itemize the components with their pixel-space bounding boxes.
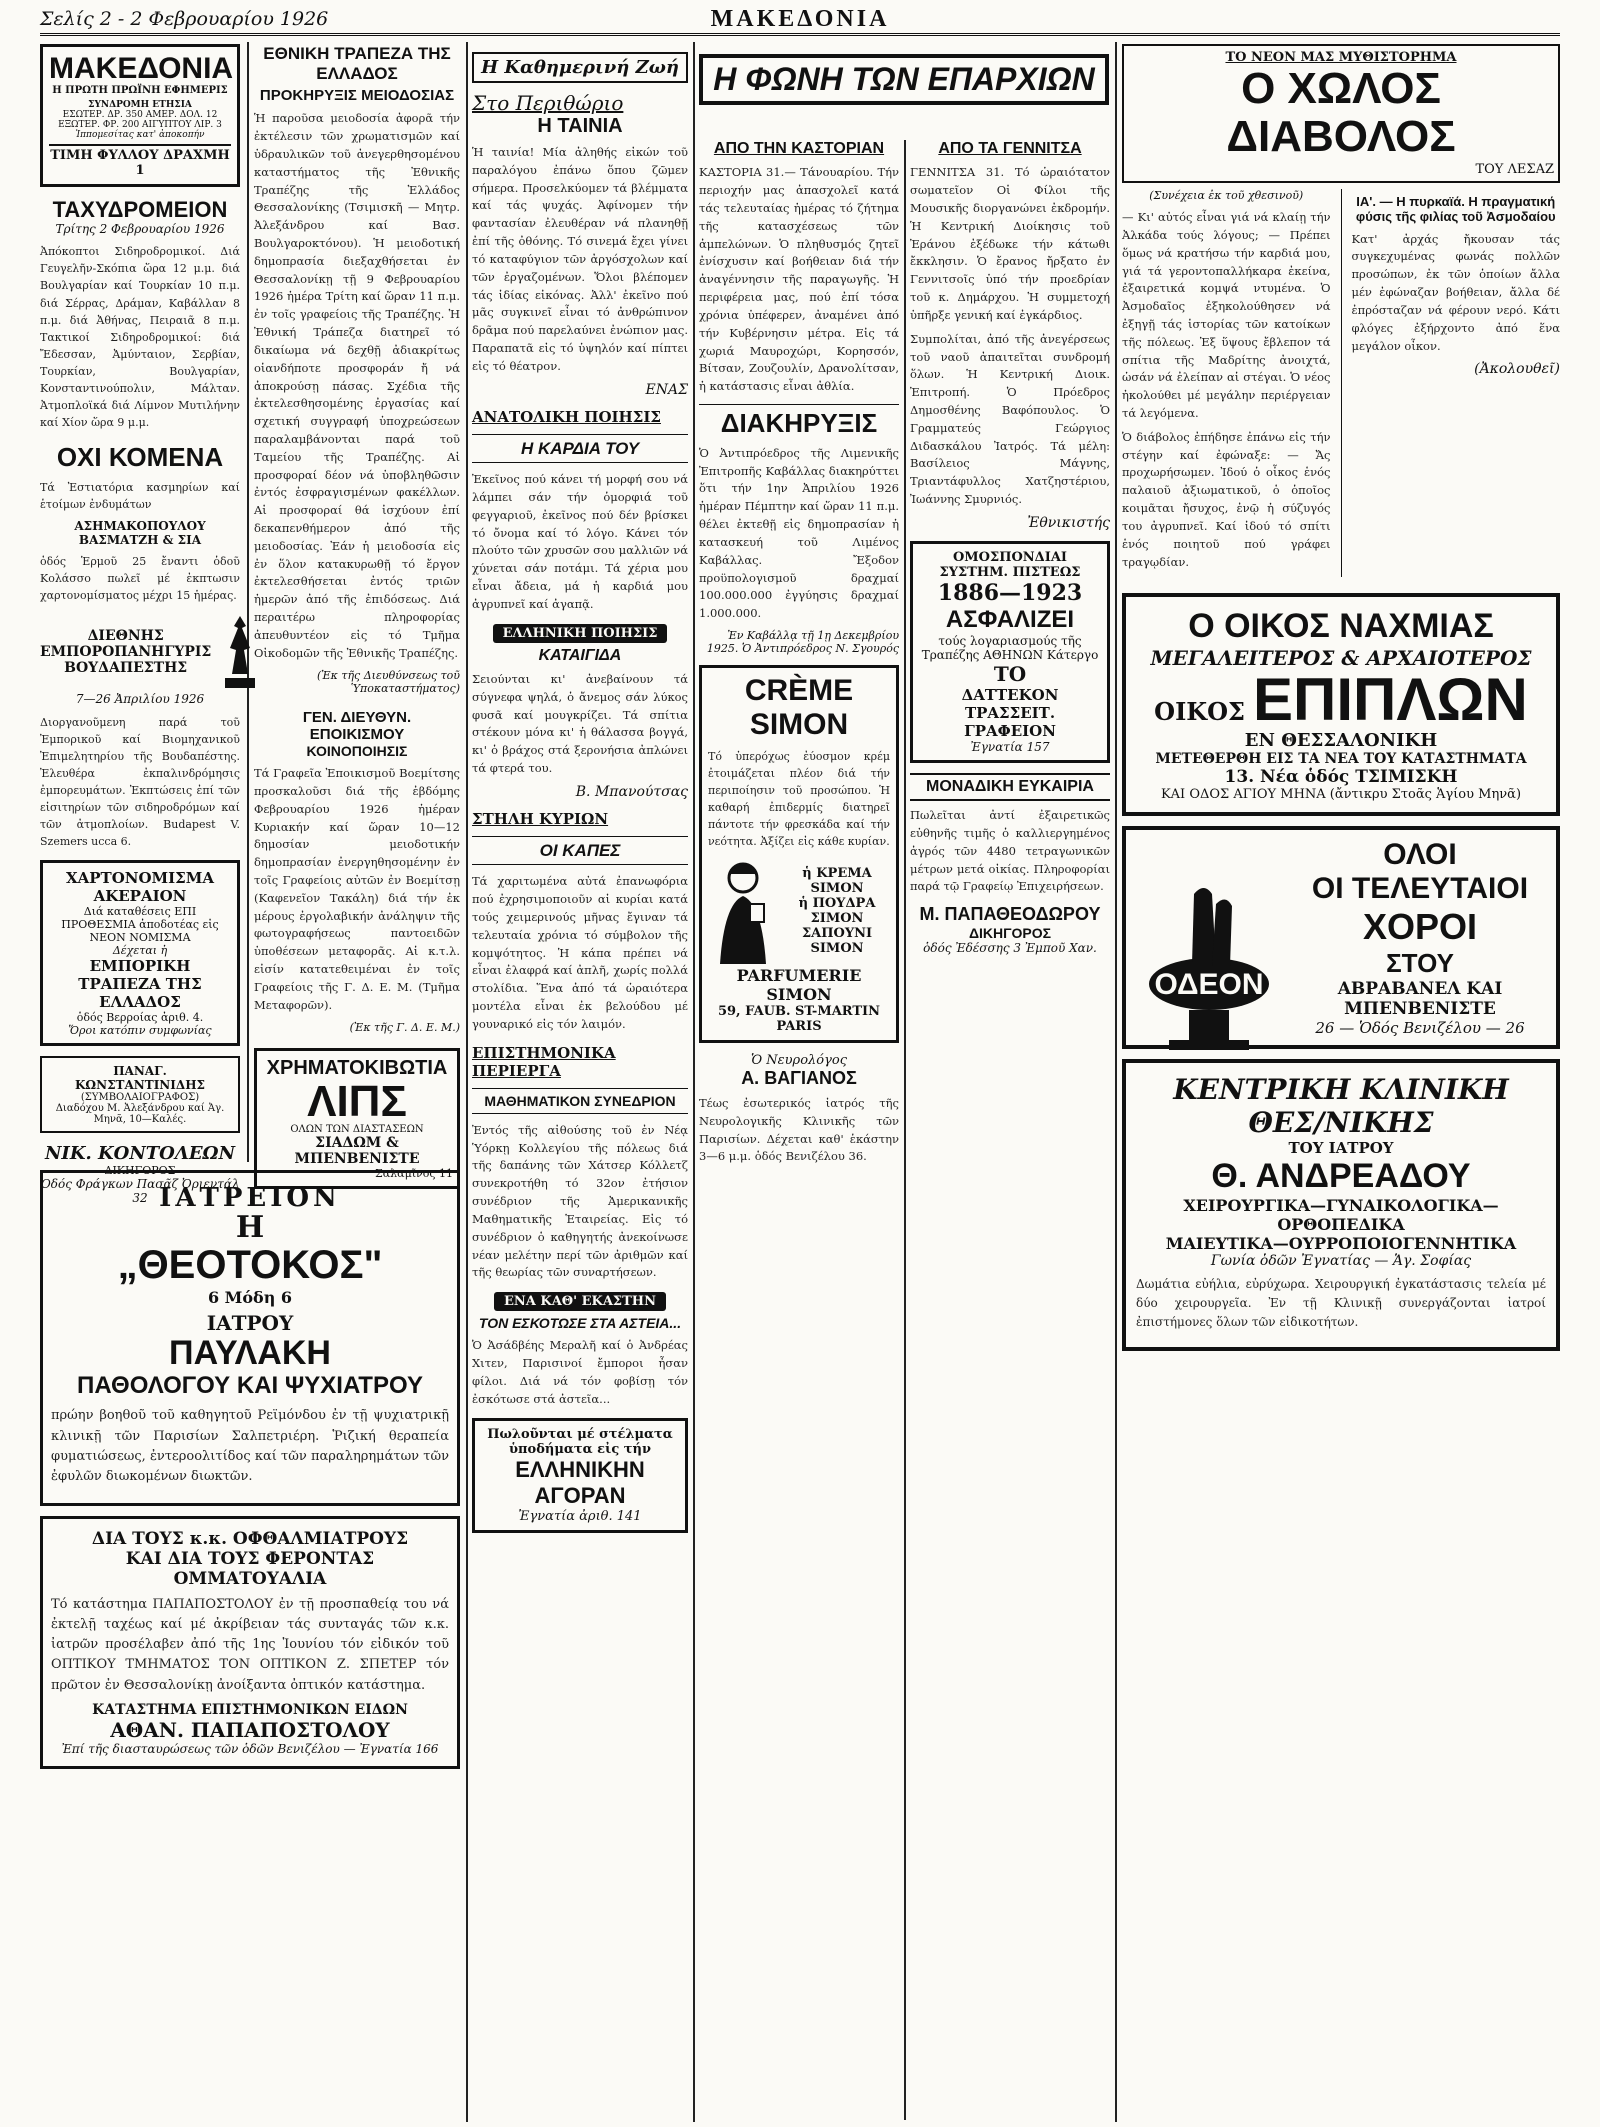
column-rule	[466, 42, 468, 2122]
omosp-years: 1886—1923	[937, 579, 1083, 606]
post-title: ΤΑΧΥΔΡΟΜΕΙΟΝ	[52, 196, 228, 222]
optics-subtitle: ΚΑΙ ΔΙΑ ΤΟΥΣ ΦΕΡΟΝΤΑΣ ΟΜΜΑΤΟΥΑΛΙΑ	[125, 1548, 375, 1589]
paper-money-box	[40, 860, 240, 1046]
post-text: Ἀπόκοπτοι Σιδηροδρομικοί. Διά Γευγελῆν-Σκόπια ὥρα 12 μ.μ. διά Βουλγαρίαν καί Τουρκίαν 10 π.μ. διά Σέρρας, Δράμαν, Καβάλλαν 8 π.μ. διά Ἀθήνας, Πειραιᾶ 8 π.μ. Τακτικοί Σιδηροδρομικοί: διά Ἔδεσσαν, Ἀμύνταιον, Σερβίαν, Τουρκίαν, Βουλγαρίαν, Κονσταντινούπολιν, Μάλταν. Ἀτμοπλοϊκά διά Λίμνον Μυτιλήνην καί Χίον ὥρα 9 μ.μ.	[40, 245, 240, 429]
optics-title: ΔΙΑ ΤΟΥΣ κ.κ. ΟΦΘΑΛΜΙΑΤΡΟΥΣ	[91, 1528, 409, 1549]
page-date: Σελίς 2 - 2 Φεβρουαρίου 1926	[40, 8, 329, 30]
omosp-address: Ἐγνατία 157	[970, 739, 1050, 754]
lady-illustration-icon	[708, 856, 778, 966]
column-4	[699, 140, 899, 2120]
ladies-column-label: ΣΤΗΛΗ ΚΥΡΙΩΝ	[472, 809, 609, 828]
gennitsa-text: ΓΕΝΝΙΤΣΑ 31. Τό ὡραιότατον σωματεῖον Οἱ Φίλοι τῆς Μουσικῆς διοργανώνει ἐκδρομήν. Ἡ Κεντρική Διοίκησις τοῦ Ἐράνου ἐξέδωκε τήν κάτωθι ἔκκλησιν. Ὁ ἔρανος ἤρξατο ἐν Γεννιτσοῖς ὑπό τήν προεδρίαν τοῦ κ. Δημάρχου. Ἡ συμμετοχή ὑπῆρξε γενική καί ἐγκάρδιος.	[910, 165, 1110, 322]
naxmias-oikos: ΟΙΚΟΣ	[1154, 697, 1246, 727]
odeon-graphic	[1134, 874, 1284, 1002]
novel-chapter: ΙΑ'. — Η πυρκαϊά. Η πραγματική φύσις τῆς φιλίας τοῦ Ἀσμοδαίου	[1355, 193, 1556, 224]
omosp-text: τούς λογαριασμούς τῆς Τραπέζης ΑΘΗΝΩΝ Κάτεργο	[921, 633, 1099, 662]
creme-text: Τό ὑπερόχως ἐύοσμον κρέμ ἐτοιμάζεται πλέον διά τήν περιποίησιν τοῦ προσώπου. Ἡ καθαρή ἐπιδερμίς διατηρεῖ πάντοτε τήν φρεσκάδα καί τήν νεότητα. Ἀξίζει εἰς κάθε κυρίαν.	[708, 749, 890, 849]
kataigida-signature: Β. Μπανούτσας	[575, 783, 688, 800]
omospondiai-ad	[910, 541, 1110, 763]
iatreio-label: ΙΑΤΡΕΙΟΝ	[159, 1183, 341, 1213]
tainia-signature: ΕΝΑΣ	[645, 381, 688, 398]
clinic-spec-2: ΜΑΙΕΥΤΙΚΑ—ΟΥΡΡΟΠΟΙΟΓΕΝΝΗΤΙΚΑ	[1165, 1234, 1517, 1254]
agora-ad	[472, 1418, 688, 1533]
odeon-ad	[1122, 826, 1560, 1049]
creme-simon-ad	[699, 665, 899, 1043]
theotokos-title: „ΘΕΟΤΟΚΟΣ"	[117, 1243, 383, 1287]
theotokos-ad	[40, 1170, 460, 1506]
column-2	[254, 44, 460, 1180]
novel-col-right	[1352, 189, 1561, 578]
optics-ad	[40, 1516, 460, 1769]
bank-title: ΕΘΝΙΚΗ ΤΡΑΠΕΖΑ ΤΗΣ ΕΛΛΑΔΟΣ	[263, 44, 451, 83]
naxmias-address-2: ΚΑΙ ΟΔΟΣ ΑΓΙΟΥ ΜΗΝΑ (ἄντικρυ Στοᾶς Ἁγίου Μηνᾶ)	[1160, 787, 1522, 803]
column-rule	[904, 140, 906, 2120]
safes-seller: ΣΙΑΔΩΜ & ΜΠΕΝΒΕΝΙΣΤΕ	[294, 1134, 420, 1167]
safes-subtitle: ΟΛΩΝ ΤΩΝ ΔΙΑΣΤΑΣΕΩΝ	[290, 1123, 424, 1135]
clinic-doctor: Θ. ΑΝΔΡΕΑΔΟΥ	[1211, 1157, 1471, 1196]
lawyer-role: ΔΙΚΗΓΟΡΟΣ	[104, 1164, 176, 1177]
kataigida-text: Σειούνται κι' ἀνεβαίνουν τά σύγνεφα ψηλά, ὁ ἄνεμος σάν λύκος φυσᾶ καί μουγκρίζει. Τά σπίτια στέκουν μόνα κι' ἡ θάλασσα βογγά, κι' ὁ βράχος στά ξερονήσια ἀπλώνει τά φτερά του.	[472, 672, 688, 776]
safes-title: ΧΡΗΜΑΤΟΚΙΒΩΤΙΑ	[266, 1056, 448, 1079]
kardia-title: Η ΚΑΡΔΙΑ ΤΟΥ	[472, 434, 688, 464]
bank-subtitle: ΠΡΟΚΗΡΥΞΙΣ ΜΕΙΟΔΟΣΙΑΣ	[259, 87, 455, 105]
odeon-last: ΟΙ ΤΕΛΕΥΤΑΙΟΙ	[1311, 872, 1529, 906]
bank-text: Ἡ παροῦσα μειοδοσία ἀφορᾶ τήν ἐκτέλεσιν τῶν χρωματισμῶν καί ὑδραυλικῶν τοῦ ἀνεγερθησομένου καταστήματος τῆς Ἐθνικῆς Τραπέζης τῆς Ἑλλάδος Θεσσαλονίκης (Τσιμισκῆ — Μητρ. Ἀλεξάνδρου καί Βασ. Βουλγαροκτόνου). Ἡ μειοδοτική δημοπρασία διεξαχθήσεται ἐν Θεσσαλονίκῃ τῇ 9 Φεβρουαρίου 1926 ἡμέρα Τρίτη καί ὥραν 11 π.μ. ἐν τοῖς γραφείοις τῆς Τραπέζης. Ἡ Ἐθνική Τράπεζα διατηρεῖ τό δικαίωμα νά δεχθῇ ἀδιακρίτως οἱανδήποτε προσφοράν ἤ νά ἀποκρούσῃ πάσας. Σχέδια τῆς ἐκτελεσθησομένης ἐργασίας καί σχετική συγγραφή ὑποχρεώσεων παραλαμβάνονται παρά τοῦ Ταμείου τῆς Τραπέζης. Αἱ προσφοραί δέον νά ὑποβληθῶσιν ἐντός ἐσφραγισμένων φακέλλων. Αἱ προσφοραί θά ἰσχύουν ἐπί δεκαπενθήμερον ἀπό τῆς μειοδοσίας. Ἐάν ἡ μειοδοσία εἰς ἐν ὅλον κατακυρωθῇ τό ἔργον ἐκτελεσθήσεται ἐντός τριῶν ἡμερῶν ἀπό τῆς ἐπιδόσεως. Διά περαιτέρω πληροφορίας ἀπευθυντέον εἰς τό Τμῆμα Οἰκοδομῶν τῆς Ἐθνικῆς Τραπέζης.	[254, 111, 460, 660]
novel-title: Ο ΧΩΛΟΣ ΔΙΑΒΟΛΟΣ	[1226, 64, 1456, 162]
column-rule	[1115, 42, 1117, 2122]
optics-store: ΚΑΤΑΣΤΗΜΑ ΕΠΙΣΤΗΜΟΝΙΚΩΝ ΕΙΔΩΝ	[92, 1701, 408, 1718]
makedonia-box	[40, 44, 240, 187]
post-subtitle: Τρίτης 2 Φεβρουαρίου 1926	[55, 221, 225, 236]
provinces-banner	[699, 48, 1109, 136]
parfumerie-address: 59, FAUB. ST-MARTIN PARIS	[717, 1004, 881, 1035]
naxmias-ad	[1122, 593, 1560, 816]
doctor-text: πρώην βοηθοῦ τοῦ καθηγητοῦ Ρεϊμόνδου ἐν τῇ ψυχιατρικῇ κλινικῇ τῶν Παρισίων Σαλπετριέρη. Ῥιζική θεραπεία φυματιώσεως, ἐντεροολιτίδος καί τῶν παραληρημάτων τῶν ἐφυλῶν διωκομένων διωκτῶν.	[51, 1408, 449, 1484]
parfumerie-name: PARFUMERIE SIMON	[736, 966, 862, 1005]
clinic-title: ΚΕΝΤΡΙΚΗ ΚΛΙΝΙΚΗ ΘΕΣ/ΝΙΚΗΣ	[1173, 1073, 1509, 1140]
safes-address: Σαλαμῖνος 11	[374, 1166, 453, 1180]
column-3	[472, 44, 688, 2122]
clinic-spec: ΧΕΙΡΟΥΡΓΙΚΑ—ΓΥΝΑΙΚΟΛΟΓΙΚΑ—ΟΡΘΟΠΕΔΙΚΑ	[1183, 1196, 1499, 1235]
paper-bank: ΕΜΠΟΡΙΚΗ ΤΡΑΠΕΖΑ ΤΗΣ ΕΛΛΑΔΟΣ	[78, 957, 202, 1011]
krema-label: ἡ ΚΡΕΜΑ SIMON	[802, 866, 872, 897]
margin-heading: Στο Περιθώριο	[472, 91, 624, 115]
theotokos-address: 6 Μόδη 6	[207, 1288, 293, 1307]
tainia-text: Ἡ ταινία! Μία ἀληθής εἰκών τοῦ παραλόγου ἐπάνω ὅπου ζῶμεν σήμερα. Προσελκύομεν τά βλέμματα καί τάς ψυχάς. Ἀφίνομεν τήν φαντασίαν ἐλευθέραν νά πλανηθῇ ἐπί τῆς ὀθόνης. Τό σινεμά ἔχει γίνει τό καταφύγιον τῶν ἀργόσχολων καί τῶν ἐργαζομένων. Ὅλοι βλέπομεν τάς ἰδίας εἰκόνας. Ἀλλ' ἐκεῖνο πού μᾶς συγκινεῖ εἶναι τό ἀνθρώπινον δρᾶμα πού παρελαύνει ἐνώπιον μας. Παραπατᾶ εἰς τό ὑψηλόν καί πίπτει εἰς τό θέατρον.	[472, 145, 688, 373]
paper-terms: Ὅροι κατόπιν συμφωνίας	[68, 1024, 212, 1037]
kapes-text: Τά χαριτωμένα αὐτά ἐπανωφόρια πού ἐχρησιμοποιοῦν αἱ κυρίαι κατά τούς χειμερινούς μῆνας ἔγιναν τά τελευταία χρόνια τό σύμβολον τῆς κομψότητος. Ἡ κάπα πρέπει νά εἶναι ἐλαφρά καί ἀπλῆ, χωρίς πολλά στολίδια. Ἕνα ἀπό τά ὡραιότερα μοντέλα εἶναι ἐκ βελούδου μέ γουναρικό εἰς τόν λαιμόν.	[472, 874, 688, 1031]
odeon-at: ΣΤΟΥ	[1386, 948, 1454, 979]
paper-accept: Δέχεται ἡ	[112, 944, 168, 957]
column-6	[1122, 44, 1560, 2122]
doctor-of: ΙΑΤΡΟΥ	[206, 1311, 294, 1335]
math-title: ΜΑΘΗΜΑΤΙΚΟΝ ΣΥΝΕΔΡΙΟΝ	[472, 1088, 688, 1114]
column-1	[40, 44, 240, 1205]
naxmias-address: 13. Νέα ὁδός ΤΣΙΜΙΣΚΗ	[1224, 767, 1458, 788]
makedonia-line: ΕΞΩΤΕΡ. ΦΡ. 200 ΑΙΓΥΠΤΟΥ ΛΙΡ. 3	[58, 119, 222, 130]
provinces-title: Η ΦΩΝΗ ΤΩΝ ΕΠΑΡΧΙΩΝ	[699, 54, 1109, 105]
lawyer-papatheodorou: Μ. ΠΑΠΑΘΕΟΔΩΡΟΥ	[919, 904, 1101, 925]
lawyer-papatheodorou-address: ὁδός Ἐδέσσης 3 Ἐμποῦ Χαν.	[923, 941, 1097, 956]
diakiryxis-title: ΔΙΑΚΗΡΥΞΙΣ	[699, 404, 899, 439]
agora-name: ΕΛΛΗΝΙΚΗΝ ΑΓΟΡΑΝ	[515, 1457, 645, 1509]
fair-text: Διοργανοῦμενη παρά τοῦ Ἐμπορικοῦ καί Βιομηχανικοῦ Ἐπιμελητηρίου τῆς Βουδαπέστης. Ἐλευθέρα ἐκπαλινδρόμησις ἐμπορευμάτων. Ἐκπτώσεις ἐπί τῶν εἰσιτηρίων τῶν σιδηροδρόμων καί τῶν ἀτμοπλοίων. Budapest V. Szemers ucca 6.	[40, 715, 240, 848]
gennitsa-text-2: Συμπολίται, ἀπό τῆς ἀνεγέρσεως τοῦ ναοῦ ἀπαιτεῖται συνδρομή ὅλων. Ἡ Κεντρική Διοικ. Ἐπιτροπή. Ὁ Πρόεδρος Δημοσθένης Βαφόπουλος. Ὁ Γραμματεύς Γεώργιος Διδασκάλου Ἰατρός. Τά μέλη: Βασίλειος Μάγνης, Τριαντάφυλλος Χατζηστέριου, Ἰωάννης Σμυρνιός.	[910, 331, 1110, 507]
iatreio-article: Η	[235, 1210, 265, 1245]
makedonia-subtitle: Η ΠΡΩΤΗ ΠΡΩΪΝΗ ΕΦΗΜΕΡΙΣ	[52, 84, 228, 96]
column-5	[910, 140, 1110, 2120]
tainia-title: Η ΤΑΙΝΙΑ	[537, 115, 623, 137]
clinic-of: ΤΟΥ ΙΑΤΡΟΥ	[1288, 1139, 1394, 1158]
kapes-title: ΟΙ ΚΑΠΕΣ	[472, 836, 688, 866]
math-text: Ἐντός τῆς αἰθούσης τοῦ ἐν Νέᾳ Ὑόρκῃ Κολλεγίου τῆς πόλεως διά τῆς δαπάνης τῶν Χάτσερ Κόλλετζ συνεκροτήθη τό 32ον ἐτήσιον συνέδριον τῆς Ἀμερικανικῆς Μαθηματικῆς Ἑταιρείας. Εἰς τό συνέδριον ὁ καθηγητής ἀνεκοίνωσε νέαν μελέτην περί τῶν ἀριθμῶν καί τῆς θεωρίας τῶν συναρτήσεων.	[472, 1122, 688, 1280]
column-rule	[693, 42, 695, 2122]
neurologist-name: Α. ΒΑΓΙΑΝΟΣ	[741, 1068, 857, 1089]
odeon-brand: ΟΔΕΟΝ	[1154, 967, 1264, 1001]
paper-title: ΧΑΡΤΟΝΟΜΙΣΜΑ ΑΚΕΡΑΙΟΝ	[65, 869, 215, 905]
gennitsa-signature: Ἐθνικιστής	[1027, 514, 1110, 531]
oxi-brand: ΑΣΗΜΑΚΟΠΟΥΛΟΥ ΒΑΣΜΑΤΖΗ & ΣΙΑ	[74, 518, 206, 547]
kardia-text: Ἐκεῖνος πού κάνει τή μορφή σου νά λάμπει σάν τήν ὁμορφιά τοῦ φεγγαριοῦ, ἐκεῖνος πού δέν βρίσκει τό ὄνομα καί τό λόγο. Κάνει τόν πλούτο τῶν χρυσῶν σου μαλλιῶν νά χύνεται σάν ποτάμι. Τά χέρια μου εἶναι ἄδεια, μά ἡ καρδιά μου ἀγρυπνεῖ καί ἀγαπᾷ.	[472, 472, 688, 611]
omosp-insures: ΑΣΦΑΛΙΖΕΙ	[945, 605, 1075, 633]
settlement-title: ΓΕΝ. ΔΙΕΥΘΥΝ. ΕΠΟΙΚΙΣΜΟΥ	[302, 708, 412, 743]
odeon-all: ΟΛΟΙ	[1383, 838, 1457, 872]
fair-block	[40, 612, 240, 692]
optics-name: ΑΘΑΝ. ΠΑΠΑΠΟΣΤΟΛΟΥ	[110, 1717, 390, 1742]
notary-role: (ΣΥΜΒΟΛΑΙΟΓΡΑΦΟΣ)	[80, 1092, 200, 1103]
kastoria-heading: ΑΠΟ ΤΗΝ ΚΑΣΤΟΡΙΑΝ	[713, 140, 885, 157]
optics-address: Ἐπί τῆς διασταυρώσεως τῶν ὁδῶν Βενιζέλου — Ἐγνατία 166	[61, 1741, 439, 1756]
diakiryxis-text: Ὁ Ἀντιπρόεδρος τῆς Λιμενικῆς Ἐπιτροπῆς Καβάλλας διακηρύττει ὅτι τήν 1ην Ἀπριλίου 1926 ἡμέραν Πέμπτην καί ὥραν 11 π.μ. θέλει ἐκτεθῇ εἰς δημοπρασίαν ἡ κατασκευή τοῦ Λιμένος Καβάλλας. Ἔξοδον προϋπολογισμοῦ δραχμαί 100.000.000 ἐγγύησις δραχμαί 1.000.000.	[699, 445, 899, 621]
pouder-label: ἡ ΠΟΥΔΡΑ ΣΙΜΟΝ	[798, 896, 876, 927]
lawyer-papatheodorou-role: ΔΙΚΗΓΟΡΟΣ	[968, 924, 1052, 941]
settlement-subtitle: ΚΟΙΝΟΠΟΙΗΣΙΣ	[306, 743, 408, 760]
eskot-title: ΤΟΝ ΕΣΚΟΤΩΣΕ ΣΤΑ ΑΣΤΕΙΑ...	[478, 1315, 682, 1332]
novel-text: — Κι' αὐτός εἶναι γιά νά κλαίῃ τήν Ἀλκάδα τούς λόγους; — Πρέπει ὅμως νά κρατήσω τήν καρδιά μου, γιά τά γεροντοπαλλήκαρα ἐκείνα, ἐξαιρετικά κομψά ντυμένα. Ὁ Ἀσμοδαῖος ἐξηκολούθησεν νά ἐξηγῇ τάς ἱστορίας τῶν κατοίκων τῆς πόλεως. Ἐξ ὕψους ἔβλεπον τά σπίτια τῆς Μαδρίτης ἀνοιχτά, ὡσάν νά ἐλείπαν αἱ στέγαι. Ὁ νέος ἠκολούθει μέ μεγάλην περιέργειαν τά λεγόμενα.	[1122, 210, 1331, 421]
makedonia-title: ΜΑΚΕΔΟΝΙΑ	[49, 52, 234, 85]
clinic-ad	[1122, 1059, 1560, 1351]
kataigida-title: ΚΑΤΑΙΓΙΔΑ	[538, 646, 622, 664]
paper-address: ὁδός Βερροίας ἀριθ. 4.	[76, 1011, 204, 1024]
daily-life-heading: Η Καθημερινή Ζωή	[472, 52, 688, 83]
omosp-title: ΟΜΟΣΠΟΝΔΙΑΙ ΣΥΣΤΗΜ. ΠΙΣΤΕΩΣ	[939, 549, 1081, 580]
odeon-address: 26 — Ὁδός Βενιζέλου — 26	[1315, 1019, 1525, 1038]
notary-box	[40, 1056, 240, 1133]
notary-address: Διαδόχου Μ. Ἀλεξάνδρου καί Ἀγ. Μηνᾶ, 10—Καλές.	[55, 1103, 225, 1125]
soap-label: ΣΑΠΟΥΝΙ SIMON	[801, 926, 873, 957]
agora-address: Ἐγνατία ἀριθ. 141	[518, 1509, 642, 1525]
notary-name: ΠΑΝΑΓ. ΚΩΝΣΤΑΝΤΙΝΙΔΗΣ	[74, 1064, 206, 1092]
paper-subtitle: Διά καταθέσεις ΕΠΙ ΠΡΟΘΕΣΜΙΑ ἀποδοτέας εἰς ΝΕΟΝ ΝΟΜΙΣΜΑ	[61, 905, 219, 944]
neurologist-text: Τέως ἐσωτερικός ἰατρός τῆς Νευρολογικῆς Κλινικῆς τῶν Παρισίων. Δέχεται καθ' ἑκάστην 3—6 μ.μ. ὁδός Βενιζέλου 36.	[699, 1095, 899, 1164]
opportunity-text: Πωλεῖται ἀντί ἐξαιρετικῶς εὐθηνῆς τιμῆς ὁ καλλιεργημένος ἀγρός τῶν 4480 τετραγωνικῶν μέτρων μετά οἰκίας. Πληροφορίαι παρά τῷ Γραφείῳ Ἐπιχειρήσεων.	[910, 808, 1110, 894]
novel-col-left	[1122, 189, 1331, 578]
novel-header	[1122, 44, 1560, 183]
creme-title: CRÈME SIMON	[744, 673, 854, 741]
odeon-owners: ΑΒΡΑΒΑΝΕΛ ΚΑΙ ΜΠΕΝΒΕΝΙΣΤΕ	[1337, 979, 1503, 1020]
oxi-text-2: ὁδός Ἑρμοῦ 25 ἔναντι ὁδοῦ Κολάσσο πωλεῖ μέ ἐκπτωσιν χαρτονομίσματος μέχρι 15 ἡμέρας.	[40, 554, 240, 602]
settlement-signature: (Ἐκ τῆς Γ. Δ. Ε. Μ.)	[349, 1020, 460, 1034]
eskot-text: Ὁ Ἀσάδβέης Μεραλῆ καί ὁ Ἀνδρέας Χιτεν, Παρισινοί ἔμποροι ἦσαν φίλοι. Διά νά τόν φοβίσῃ τόν ἐσκότωσε στά ἀστεῖα...	[472, 1338, 688, 1406]
masthead	[40, 6, 1560, 36]
gennitsa-heading: ΑΠΟ ΤΑ ΓΕΝΝΙΤΣΑ	[938, 140, 1082, 157]
column-rule	[247, 42, 249, 1162]
kastoria-text: ΚΑΣΤΟΡΙΑ 31.— Τάνουαρίου. Τήν περιοχήν μας ἀπασχολεῖ κατά τάς τελευταίας ἡμέρας τό ζήτημα τῆς κατασχέσεως τῶν ἀμπελώνων. Ὁ πληθυσμός ζητεῖ ἐνίσχυσιν καί βοήθειαν διά τήν ἀναγέννησιν τῆς παραγωγῆς. Ἡ περιφέρεια μας, πού ἐπί τόσα χρόνια ὑπέφερεν, ἀναμένει ἀπό τήν Κυβέρνησιν μέτρα. Εἰς τά χωριά Μαυροχώρι, Κορησσόν, Βίτσαν, Ζουζουλίν, Δρανολίτσαν, ἡ κατάστασις εἶναι ἀθλία.	[699, 165, 899, 394]
fair-dates: 7—26 Ἀπριλίου 1926	[75, 692, 205, 707]
doctor-spec: ΠΑΘΟΛΟΓΟΥ ΚΑΙ ΨΥΧΙΑΤΡΟΥ	[77, 1372, 423, 1400]
novel-text-2: Ὁ διάβολος ἐπήδησε ἐπάνω εἰς τήν στέγην καί ἐφώναξε: — Ἄς προχωρήσωμεν. Ἰδού ὁ οἶκος ἑνός παλαιοῦ ἀξιωματικοῦ, ὁ ὁποῖος κοιμᾶται ἤσυχος, ἐνῷ ἡ σύζυγός του ἀγρυπνεῖ. Καί ἰδού τό σπίτι ἑνός ποιητοῦ πού γράφει τραγῳδίαν.	[1122, 429, 1331, 569]
optics-text: Τό κατάστημα ΠΑΠΑΠΟΣΤΟΛΟΥ ἐν τῇ προσπαθείᾳ του νά ἐκτελῇ ταχέως καί μέ ἀκρίβειαν τάς συνταγάς τῶν κ.κ. ἰατρῶν προσέλαβεν ἀπό τῆς 1ης Ἰουνίου τόν εἰδικόν τοῦ ΟΠΤΙΚΟΥ ΤΜΗΜΑΤΟΣ ΤΟΝ ΟΠΤΙΚΟΝ Ζ. ΣΠΕΤΕΡ τόν πρῶτον ἐν Θεσσαλονίκῃ ἀνοίξαντα ὀπτικόν κατάστημα.	[51, 1596, 449, 1693]
diakiryxis-signature: Ἐν Καβάλλᾳ τῇ 1ῃ Δεκεμβρίου 1925. Ὁ Ἀντιπρόεδρος Ν. Σγουρός	[706, 628, 899, 655]
omosp-office: ΔΑΤΤΕΚΟΝ ΤΡΑΣΣΕΙΤ. ΓΡΑΦΕΙΟΝ	[961, 685, 1059, 740]
bank-signature: (Ἐκ τῆς Διευθύνσεως τοῦ Ὑποκαταστήματος)	[317, 668, 460, 695]
fair-title: ΔΙΕΘΝΗΣ ΕΜΠΟΡΟΠΑΝΗΓΥΡΙΣ ΒΟΥΔΑΠΕΣΤΗΣ	[40, 628, 212, 677]
lawyer-address: Ὁδός Φράγκων Πασᾶζ Ὀριεντάλ 32	[40, 1177, 240, 1205]
naxmias-title: Ο ΟΙΚΟΣ ΝΑΧΜΙΑΣ	[1188, 607, 1494, 646]
neurologist-label: Ὁ Νευρολόγος	[751, 1053, 847, 1069]
eastern-poetry-label: ΑΝΑΤΟΛΙΚΗ ΠΟΙΗΣΙΣ	[472, 407, 661, 426]
science-label: ΕΠΙΣΤΗΜΟΝΙΚΑ ΠΕΡΙΕΡΓΑ	[472, 1043, 616, 1080]
naxmias-furniture: ΕΠΙΠΛΩΝ	[1253, 666, 1528, 734]
lawyer-name: ΝΙΚ. ΚΟΝΤΟΛΕΩΝ	[44, 1143, 236, 1164]
daily-label: ΕΝΑ ΚΑΘ' ΕΚΑΣΤΗΝ	[494, 1292, 666, 1311]
naxmias-city: ΕΝ ΘΕΣΣΑΛΟΝΙΚΗ	[1244, 730, 1438, 752]
clinic-address: Γωνία ὁδῶν Ἐγνατίας — Ἁγ. Σοφίας	[1210, 1253, 1472, 1270]
safes-brand: ΛΙΠΣ	[307, 1076, 407, 1126]
agora-line: Πωλοῦνται μέ στέλματα ὑποδήματα εἰς τήν	[487, 1427, 673, 1458]
makedonia-price: ΤΙΜΗ ΦΥΛΛΟΥ ΔΡΑΧΜΗ 1	[49, 144, 231, 178]
oxi-title: ΟΧΙ ΚΟΜΕΝΑ	[56, 441, 224, 472]
settlement-text: Τά Γραφεῖα Ἐποικισμοῦ Βοεμίτσης προσκαλοῦσι διά τῆς ἐβδόμης Φεβρουαρίου 1926 ἡμέραν Κυριακήν καί ὥραν 10—12 δημοσίαν μειοδοτικήν δημοπρασίαν ἐνεργηθησομένην ἐν τοῖς Γραφείοις αὐτῶν ἐν Βοεμίτσῃ (Καφενεῖον Τακάλη) διά τήν ἐκ μέρους ἐργολαβικήν ἀνάληψιν τῆς φωτογραφήσεως παντοειδῶν ὑποθέσεων μεταφορᾶς. Αἱ κ.τ.λ. εἰσίν κατατεθειμέναι ἐν τοῖς Γραφείοις τῆς Γ. Δ. Ε. Μ. (Τμῆμα Μεταφορῶν).	[254, 766, 460, 1012]
naxmias-subtitle: ΜΕΓΑΛΕΙΤΕΡΟΣ & ΑΡΧΑΙΟΤΕΡΟΣ	[1150, 646, 1532, 671]
oxi-text: Τά Ἐστιατόρια κασμηρίων καί ἑτοίμων ἐνδυμάτων	[40, 480, 240, 511]
safes-ad	[254, 1048, 460, 1189]
bottom-left	[40, 1170, 460, 2120]
novel-text-3: Κατ' ἀρχάς ἤκουσαν τάς συγκεχυμένας φωνάς πολλῶν προσώπων, ἐκ τῶν ὁποίων ἄλλα μέν ἐφώναζαν βοήθειαν, ἄλλα δέ ἐπρόσταζαν νά φέρουν νερό. Κάτι φλόγες ἐξήρχοντο ἀπό ἕνα μεγάλον οἶκον.	[1351, 231, 1560, 353]
opportunity-title: ΜΟΝΑΔΙΚΗ ΕΥΚΑΙΡΙΑ	[910, 773, 1110, 801]
omosp-to: ΤΟ	[993, 661, 1027, 686]
clinic-text: Δωμάτια εὐήλια, εὐρύχωρα. Χειρουργική ἐγκατάστασις τελεία μέ δύο χειρουργεῖα. Ἐν τῇ Κλινικῇ συνεργάζονται ἰατροί ἐπιστήμονες ὅλων τῶν εἰδικοτήτων.	[1136, 1277, 1546, 1329]
novel-label: ΤΟ ΝΕΟΝ ΜΑΣ ΜΥΘΙΣΤΟΡΗΜΑ	[1225, 50, 1457, 65]
makedonia-line: ΣΥΝΔΡΟΜΗ ΕΤΗΣΙΑ	[88, 99, 192, 110]
greek-poetry-label: ΕΛΛΗΝΙΚΗ ΠΟΙΗΣΙΣ	[493, 624, 668, 643]
makedonia-line: Ἱππομεσίτας κατ' ἀποκοπήν	[75, 129, 205, 140]
novel-continues: (Ἀκολουθεῖ)	[1474, 361, 1560, 378]
naxmias-moved: ΜΕΤΕΘΕΡΘΗ ΕΙΣ ΤΑ ΝΕΑ ΤΟΥ ΚΑΤΑΣΤΗΜΑΤΑ	[1155, 751, 1527, 768]
novel-continued: (Συνέχεια ἐκ τοῦ χθεσινοῦ)	[1149, 188, 1304, 202]
makedonia-line: ΕΣΩΤΕΡ. ΔΡ. 350 ΑΜΕΡ. ΔΟΛ. 12	[62, 109, 218, 120]
odeon-dances: ΧΟΡΟΙ	[1362, 906, 1478, 948]
novel-author: ΤΟΥ ΛΕΣΑΖ	[1475, 161, 1554, 177]
doctor-name: ΠΑΥΛΑΚΗ	[169, 1334, 331, 1372]
newspaper-title: ΜΑΚΕΔΟΝΙΑ	[710, 6, 890, 32]
